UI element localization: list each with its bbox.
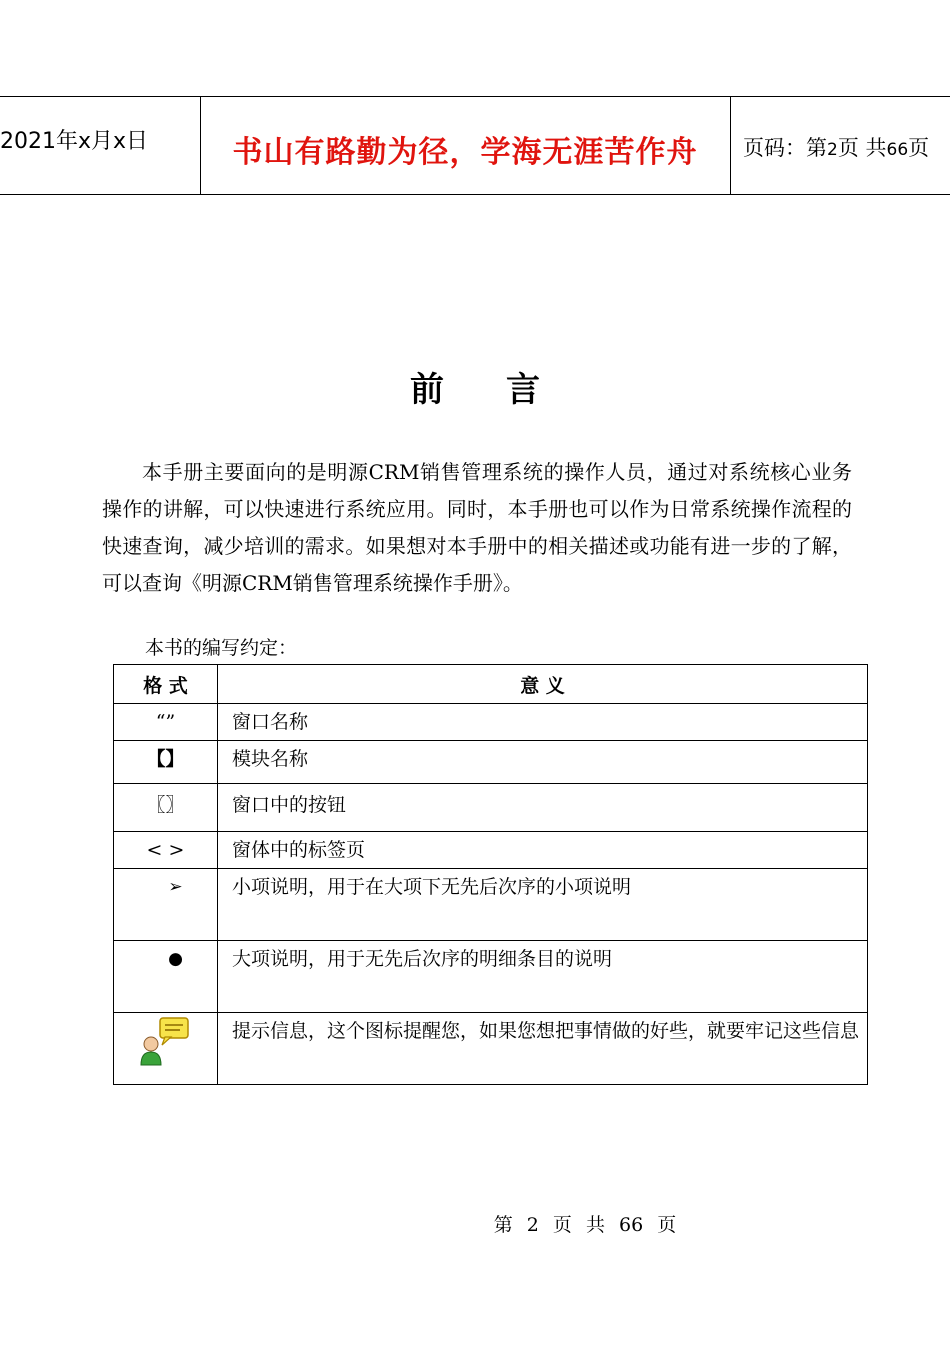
meaning-cell: 提示信息，这个图标提醒您，如果您想把事情做的好些，就要牢记这些信息 bbox=[218, 1013, 868, 1085]
format-cell: “” bbox=[114, 704, 218, 741]
conventions-lead: 本书的编写约定： bbox=[145, 637, 298, 659]
column-header-meaning: 意 义 bbox=[218, 665, 868, 704]
format-cell: ● bbox=[114, 941, 218, 1013]
format-cell: 【】 bbox=[114, 741, 218, 784]
meaning-cell: 窗体中的标签页 bbox=[218, 832, 868, 869]
format-cell: < > bbox=[114, 832, 218, 869]
format-cell: 〖〗 bbox=[114, 784, 218, 832]
meaning-cell: 大项说明，用于无先后次序的明细条目的说明 bbox=[218, 941, 868, 1013]
table-row bbox=[114, 832, 868, 869]
header-date: 2021年x月x日 bbox=[0, 129, 149, 154]
meaning-cell: 模块名称 bbox=[218, 741, 868, 784]
header-divider bbox=[730, 97, 731, 194]
format-cell: ➢ bbox=[114, 869, 218, 941]
header-page-end: 页 bbox=[908, 136, 930, 160]
table-row bbox=[114, 704, 868, 741]
header-page-num: 2 bbox=[827, 140, 838, 160]
table-row bbox=[114, 1013, 868, 1085]
header-motto: 书山有路勤为径，学海无涯苦作舟 bbox=[232, 135, 698, 170]
column-header-format: 格 式 bbox=[114, 665, 218, 704]
table-header-row bbox=[114, 665, 868, 704]
header-page-mid: 页 共 bbox=[837, 136, 887, 160]
table-row bbox=[114, 869, 868, 941]
header-page-info bbox=[743, 132, 929, 162]
page-title: 前言 bbox=[410, 370, 602, 410]
intro-paragraph: 本手册主要面向的是明源CRM销售管理系统的操作人员，通过对系统核心业务操作的讲解，可以快速进行系统应用。同时，本手册也可以作为日常系统操作流程的快速查询，减少培训的需求。如果想对本手册中的相关描述或功能有进一步的了解，可以查询《明源CRM销售管理系统操作手册》。 bbox=[102, 460, 852, 595]
conventions-table bbox=[113, 664, 868, 1085]
page-footer: 第 2 页 共 66 页 bbox=[493, 1214, 677, 1236]
header-page-total: 66 bbox=[886, 140, 909, 160]
user-tip-icon bbox=[138, 1015, 194, 1067]
meaning-cell: 窗口中的按钮 bbox=[218, 784, 868, 832]
meaning-cell: 小项说明，用于在大项下无先后次序的小项说明 bbox=[218, 869, 868, 941]
table-row bbox=[114, 741, 868, 784]
table-row bbox=[114, 784, 868, 832]
header-page-label: 页码：第 bbox=[743, 136, 827, 160]
meaning-cell: 窗口名称 bbox=[218, 704, 868, 741]
format-cell bbox=[114, 1013, 218, 1085]
page-header bbox=[0, 96, 950, 195]
table-row bbox=[114, 941, 868, 1013]
